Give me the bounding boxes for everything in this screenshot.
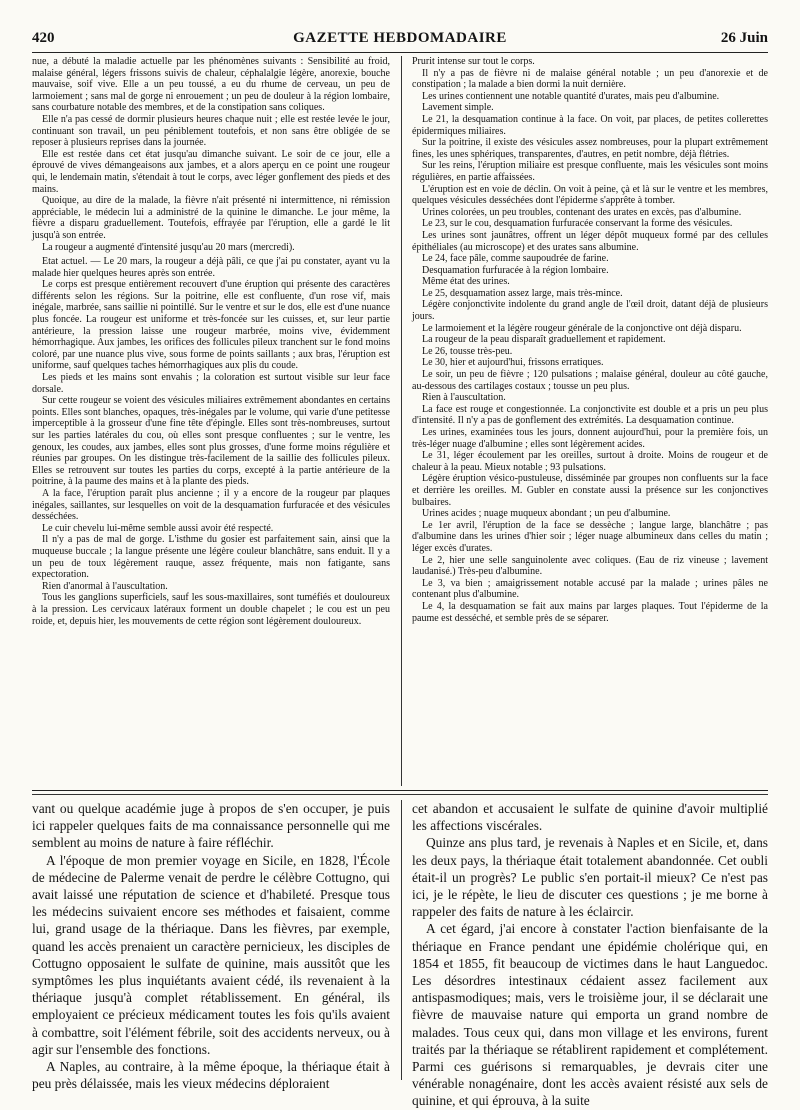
paragraph: La rougeur a augmenté d'intensité jusqu'au 20 mars (mercredi).	[42, 241, 295, 253]
paragraph: Le 26, tousse très-peu.	[422, 345, 513, 357]
issue-date: 26 Juin	[720, 30, 768, 46]
paragraph: Le 4, la desquamation se fait aux mains par larges plaques. Tout l'épiderme de la paume est desséché, et semble près de se séparer.	[412, 600, 768, 624]
paragraph: Le 23, sur le cou, desquamation furfuracée conservant la forme des vésicules.	[422, 218, 733, 230]
paragraph: Prurit intense sur tout le corps.	[412, 56, 535, 67]
paragraph: Rien à l'auscultation.	[422, 392, 506, 404]
paragraph: Sur la poitrine, il existe des vésicules assez nombreuses, pour la plupart extrêmement fines, les unes sphériques, transparentes, d'autres, en petit nombre, déjà flétries.	[412, 137, 768, 160]
paragraph: Elle est restée dans cet état jusqu'au dimanche suivant. Le soir de ce jour, elle a éprouvé de vives démangeaisons aux jambes, et a alors aperçu en ce point une rougeur qui, le lendemain matin, s'étendait à tout le corps, avec léger gonflement des pieds et des mains.	[32, 148, 390, 195]
journal-title: GAZETTE HEBDOMADAIRE	[293, 30, 507, 46]
paragraph: A la face, l'éruption paraît plus ancienne ; il y a encore de la rougeur par plaques inégales, saillantes, sur lesquelles on voit de la desquamation furfuracée et des vésicules desséchées.	[32, 487, 390, 523]
paragraph: Le 21, la desquamation continue à la face. On voit, par places, de petites collerettes épidermiques miliaires.	[412, 113, 768, 137]
paragraph: Etat actuel. — Le 20 mars, la rougeur a déjà pâli, ce que j'ai pu constater, ayant vu la malade hier quelques heures après son entrée.	[32, 256, 390, 279]
paragraph: Le 30, hier et aujourd'hui, frissons erratiques.	[422, 357, 604, 369]
paragraph: Urines acides ; nuage muqueux abondant ; un peu d'albumine.	[422, 508, 671, 520]
article-right-column	[412, 800, 768, 1109]
paragraph: Tous les ganglions superficiels, sauf les sous-maxillaires, sont tuméfiés et douloureux à la pression. Les cervicaux latéraux forment un double chapelet ; le cou est un peu roide, et, depuis hier, les mouvements de cette région sont légèrement douloureux.	[32, 592, 390, 627]
paragraph: Les urines sont jaunâtres, offrent un léger dépôt muqueux formé par des cellules épithéliales (au microscope) et des urates sans albumine.	[412, 229, 768, 253]
paragraph: Légère éruption vésico-pustuleuse, disséminée par groupes non confluents sur la face et derrière les oreilles. M. Gubler en constate aussi la présence sur les conjonctives bulbaires.	[412, 473, 768, 508]
paragraph: Le 2, hier une selle sanguinolente avec coliques. (Eau de riz vineuse ; lavement laudanisé.) Très-peu d'albumine.	[412, 554, 768, 578]
paragraph: Le corps est presque entièrement recouvert d'une éruption qui présente des caractères différents selon les régions. Sur la poitrine, elle est confluente, d'un rose vif, mais inégale, marbrée, sans saillie ni pointillé. Sur le ventre et sur le dos, elle est d'une nuance plus foncée. La rougeur est uniforme et très-foncée sur les cuisses, et, sur leur partie antérieure, la pression laisse une rougeur marbrée, moins vive, évidemment hémorrhagique. Aux jambes, les orifices des follicules pileux tranchent sur le fond moins coloré, par une nuance plus vive, sous forme de points saillants ; aux bras, l'éruption est uniforme, sauf quelques taches hémorrhagiques aux plis du coude.	[32, 279, 390, 372]
paragraph: Elle n'a pas cessé de dormir plusieurs heures chaque nuit ; elle est restée levée le jour, continuant son travail, un peu péniblement toutefois, et non sans être obligée de se reposer à plusieurs reprises dans la journée.	[32, 113, 390, 149]
paragraph: Les urines, examinées tous les jours, donnent aujourd'hui, pour la première fois, un très-léger nuage d'albumine ; elles sont légèrement acides.	[412, 427, 768, 450]
paragraph: Il n'y a pas de mal de gorge. L'isthme du gosier est parfaitement sain, ainsi que la muqueuse buccale ; la langue présente une légère couleur blanchâtre, sans enduit. Il y a un peu de toux légèrement rauque, assez fréquente, mais non fatigante, sans expectoration.	[32, 534, 390, 581]
paragraph: A l'époque de mon premier voyage en Sicile, en 1828, l'École de médecine de Palerme venait de perdre le célèbre Cottugno, qui avait laissé une réputation de science et d'habileté. Presque tous les médecins suivaient encore ses méthodes et faisaient, comme lui, grand usage de la thériaque. Dans les fièvres, par exemple, quand les accès prenaient un caractère pernicieux, les disciples de Cottugno opposaient le sulfate de quinine, mais aussitôt que les symptômes les plus inquiétants avaient cédé, ils revenaient à la thériaque jusqu'à complet rétablissement. En général, ils employaient ce précieux médicament toutes les fois qu'ils avaient à combattre, soit l'élément fébrile, soit des accidents nerveux, ou à agir sur l'ensemble des fonctions.	[32, 852, 390, 1057]
paragraph: La face est rouge et congestionnée. La conjonctivite est double et a pris un peu plus d'intensité. Il n'y a pas de gonflement des extrémités. La desquamation continue.	[412, 403, 768, 427]
paragraph: Les urines contiennent une notable quantité d'urates, mais peu d'albumine.	[422, 90, 720, 102]
paragraph: cet abandon et accusaient le sulfate de quinine d'avoir multiplié les affections viscérales.	[412, 801, 768, 834]
case-report-left-column	[32, 56, 390, 786]
header-rule	[32, 52, 768, 53]
paragraph: Quinze ans plus tard, je revenais à Naples et en Sicile, et, dans les deux pays, la thériaque était totalement abandonnée. Cet oubli était-il un progrès? Le public s'en portait-il mieux? Ce n'est pas ici, je le répète, le lieu de discuter ces questions ; je me borne à rappeler des faits de nature à les éclaircir.	[412, 835, 768, 920]
section-rule	[32, 790, 768, 791]
paragraph: Il n'y a pas de fièvre ni de malaise général notable ; un peu d'anorexie et de constipation ; la malade a bien dormi la nuit dernière.	[412, 67, 768, 91]
page-number: 420	[32, 30, 55, 46]
paragraph: Lavement simple.	[422, 102, 494, 114]
paragraph: Le 31, léger écoulement par les oreilles, surtout à droite. Moins de rougeur et de chaleur à la peau. Mieux notable ; 93 pulsations.	[412, 450, 768, 473]
paragraph: nue, a débuté la maladie actuelle par les phénomènes suivants : Sensibilité au froid, malaise général, légers frissons suivis de chaleur, céphalalgie légère, anorexie, bouche mauvaise, soif vive. Elle a un peu toussé, a eu du rhume de cerveau, un peu de larmoiement ; sans mal de gorge ni enrouement ; un peu de douleur à la région lombaire, sans courbature notable des membres, et de la constipation sans coliques.	[32, 56, 390, 114]
paragraph: A cet égard, j'ai encore à constater l'action bienfaisante de la thériaque en France pendant une épidémie cholérique qui, en 1854 et 1855, fit beaucoup de victimes dans le haut Languedoc. Les désordres intestinaux cédaient assez facilement aux antispasmodiques; mais, vers le troisième jour, il se déclarait une fièvre de mauvaise nature qui emporta un grand nombre de malades. Tous ceux qui, dans mon village et les environs, furent traités par la thériaque se rétablirent rapidement et complétement. Parmi ces guérisons si remarquables, je devrais citer une vénérable nonagénaire, dont les accès avaient résisté aux sels de quinine, et qui éprouva, à la suite	[412, 921, 768, 1109]
paragraph: Sur les reins, l'éruption miliaire est presque confluente, mais les vésicules sont moins régulières, en partie affaissées.	[412, 160, 768, 183]
paragraph: Le 25, desquamation assez large, mais très-mince.	[422, 287, 623, 299]
paragraph: Légère conjonctivite indolente du grand angle de l'œil droit, datant déjà de plusieurs jours.	[412, 299, 768, 323]
paragraph: Rien d'anormal à l'auscultation.	[42, 580, 168, 592]
paragraph: Même état des urines.	[422, 276, 510, 288]
paragraph: Urines colorées, un peu troubles, contenant des urates en excès, pas d'albumine.	[422, 206, 742, 218]
paragraph: Sur cette rougeur se voient des vésicules miliaires extrêmement abondantes en certains points. Elles sont blanches, opaques, très-inégales par le volume, qui varie d'une petitesse imperceptible à la grosseur d'une fine tête d'épingle. Elles sont très-nombreuses, surtout sur les parties latérales du cou, où elles sont presque confluentes ; sur le ventre, les genoux, les coudes, aux jambes, elles sont plus grosses, d'une forme moins régulière et réunies par groupes. On les distingue très-facilement de la saillie des follicules pileux. Elles se retrouvent sur toutes les parties du corps, excepté à la partie antérieure de la poitrine, à la paume des mains et à la plante des pieds.	[32, 395, 390, 488]
article-left-column	[32, 800, 390, 1092]
paragraph: Le 24, face pâle, comme saupoudrée de farine.	[422, 253, 609, 265]
paragraph: L'éruption est en voie de déclin. On voit à peine, çà et là sur le ventre et les membres, quelques vésicules desséchées dont l'épiderme s'apprête à tomber.	[412, 183, 768, 207]
page-header	[32, 30, 768, 50]
column-divider	[401, 56, 402, 786]
paragraph: Quoique, au dire de la malade, la fièvre n'ait présenté ni intermittence, ni rémission appréciable, le médecin lui a administré de la quinine le dimanche. Le jour même, la fièvre a disparu graduellement. Toutefois, effrayée par l'éruption, elle a gardé le lit jusqu'à son entrée.	[32, 195, 390, 241]
paragraph: Les pieds et les mains sont envahis ; la coloration est surtout visible sur leur face dorsale.	[32, 372, 390, 395]
paragraph: Le cuir chevelu lui-même semble aussi avoir été respecté.	[42, 522, 274, 534]
paragraph: Le soir, un peu de fièvre ; 120 pulsations ; malaise général, douleur au côté gauche, au-dessous des cartilages costaux ; tousse un peu plus.	[412, 369, 768, 392]
section-rule-thin	[32, 794, 768, 795]
paragraph: vant ou quelque académie juge à propos de s'en occuper, je puis ici rappeler quelques faits de ma connaissance personnelle qui me semblent au moins de nature à faire réfléchir.	[32, 801, 390, 851]
paragraph: Le 3, va bien ; amaigrissement notable accusé par la malade ; urines pâles ne contenant plus d'albumine.	[412, 577, 768, 601]
paragraph: Le 1er avril, l'éruption de la face se dessèche ; langue large, blanchâtre ; pas d'albumine dans les urines d'hier soir ; léger nuage albumineux dans celles du matin ; léger excès d'urates.	[412, 519, 768, 554]
article-column-divider	[401, 800, 402, 1080]
paragraph: La rougeur de la peau disparaît graduellement et rapidement.	[422, 334, 666, 346]
case-report-right-column	[412, 56, 768, 786]
paragraph: Desquamation furfuracée à la région lombaire.	[422, 264, 609, 276]
paragraph: A Naples, au contraire, à la même époque, la thériaque était à peu près délaissée, mais les vieux médecins déploraient	[32, 1059, 390, 1092]
paragraph: Le larmoiement et la légère rougeur générale de la conjonctive ont déjà disparu.	[422, 322, 742, 334]
